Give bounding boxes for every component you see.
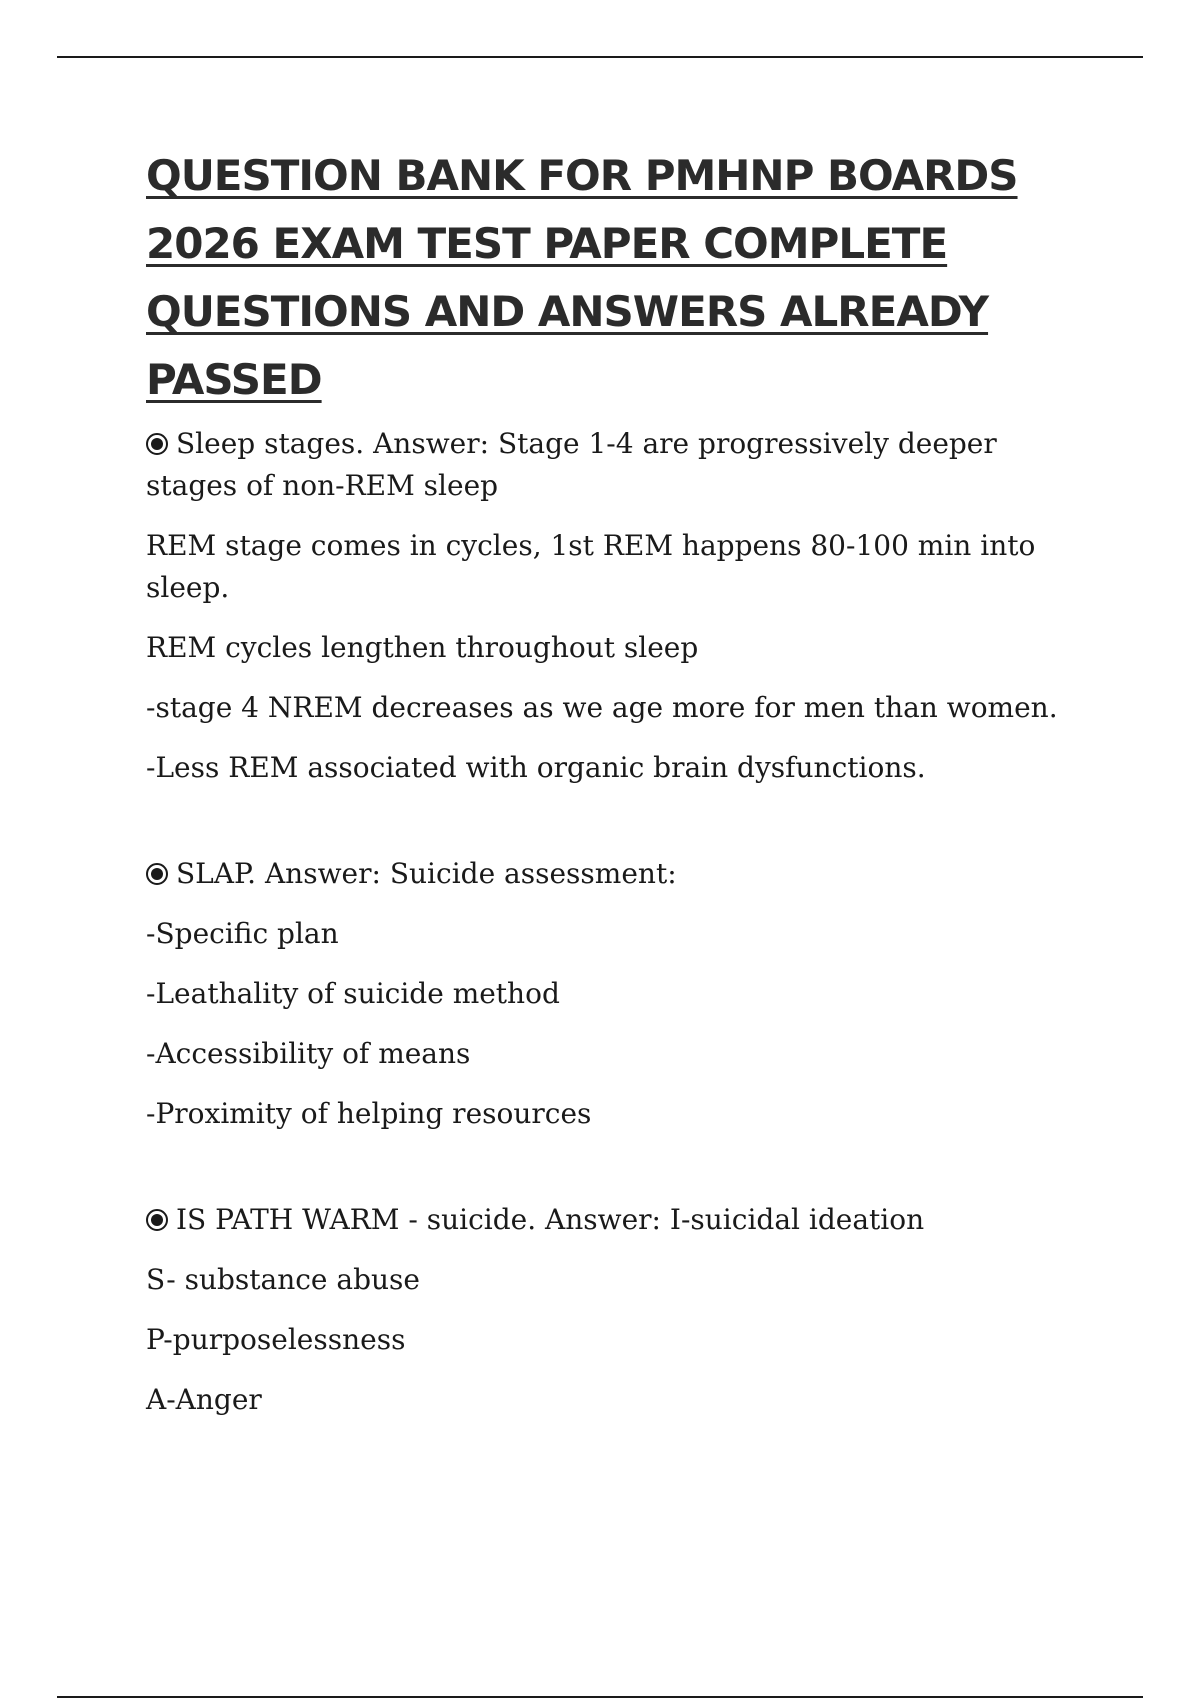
answer-line: -Accessibility of means — [146, 1037, 471, 1070]
question-line — [146, 853, 1096, 895]
top-rule — [57, 56, 1143, 58]
question-item-slap — [146, 853, 1096, 1135]
answer-line: A-Anger — [146, 1383, 262, 1416]
document-title: QUESTION BANK FOR PMHNP BOARDS 2026 EXAM TEST PAPER COMPLETE QUESTIONS AND ANSWERS ALREADY PASSED — [146, 151, 1018, 404]
radio-bullet-icon — [146, 863, 168, 885]
answer-line: -Specific plan — [146, 917, 339, 950]
question-item-is-path-warm — [146, 1199, 1096, 1421]
answer-line: -Leathality of suicide method — [146, 977, 560, 1010]
answer-line: -Less REM associated with organic brain dysfunctions. — [146, 751, 926, 784]
question-text: IS PATH WARM - suicide. Answer: I-suicidal ideation — [176, 1203, 925, 1236]
question-text: SLAP. Answer: Suicide assessment: — [176, 857, 677, 890]
answer-line: REM stage comes in cycles, 1st REM happens 80-100 min into sleep. — [146, 529, 1036, 604]
answer-line: REM cycles lengthen throughout sleep — [146, 631, 699, 664]
question-text: Sleep stages. Answer: Stage 1-4 are progressively deeper stages of non-REM sleep — [146, 427, 997, 502]
question-item-sleep-stages — [146, 423, 1096, 789]
question-line — [146, 423, 1096, 507]
radio-bullet-icon — [146, 433, 168, 455]
question-list — [146, 423, 1096, 1485]
radio-bullet-icon — [146, 1209, 168, 1231]
question-line — [146, 1199, 1096, 1241]
answer-line: S- substance abuse — [146, 1263, 420, 1296]
answer-line: -Proximity of helping resources — [146, 1097, 592, 1130]
answer-line: P-purposelessness — [146, 1323, 406, 1356]
answer-line: -stage 4 NREM decreases as we age more for men than women. — [146, 691, 1058, 724]
bottom-rule — [57, 1696, 1143, 1698]
